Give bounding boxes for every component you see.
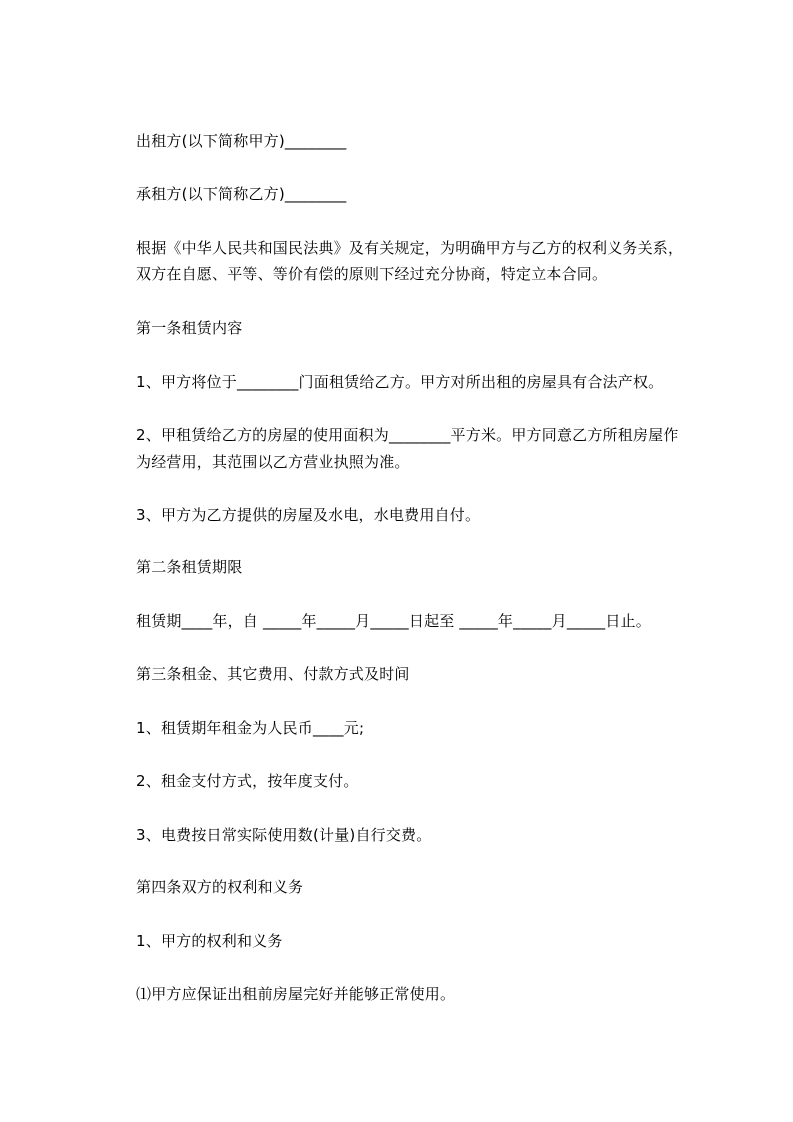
- lessor-line: 出租方(以下简称甲方)________: [136, 132, 347, 150]
- article-4-item-1-1: ⑴甲方应保证出租前房屋完好并能够正常使用。: [136, 985, 456, 1003]
- article-2-text: 租赁期____年，自 _____年_____月_____日起至 _____年_____月_____日止。: [136, 612, 651, 630]
- article-4-title: 第四条双方的权利和义务: [136, 878, 304, 896]
- article-1-title: 第一条租赁内容: [136, 319, 243, 337]
- article-1-item-2-line-1: 2、甲租赁给乙方的房屋的使用面积为________平方米。甲方同意乙方所租房屋作: [136, 426, 679, 444]
- article-2-title: 第二条租赁期限: [136, 558, 243, 576]
- article-1-item-2-line-2: 为经营用，其范围以乙方营业执照为准。: [136, 453, 410, 471]
- article-3-item-3: 3、电费按日常实际使用数(计量)自行交费。: [136, 826, 432, 844]
- article-4-item-1: 1、甲方的权利和义务: [136, 932, 283, 950]
- article-3-item-2: 2、租金支付方式，按年度支付。: [136, 772, 359, 790]
- preamble-line-1: 根据《中华人民共和国民法典》及有关规定，为明确甲方与乙方的权利义务关系，: [136, 239, 684, 257]
- article-1-item-3: 3、甲方为乙方提供的房屋及水电，水电费用自付。: [136, 506, 481, 524]
- article-1-item-1: 1、甲方将位于________门面租赁给乙方。甲方对所出租的房屋具有合法产权。: [136, 373, 664, 391]
- preamble-line-2: 双方在自愿、平等、等价有偿的原则下经过充分协商，特定立本合同。: [136, 265, 608, 283]
- lessee-line: 承租方(以下简称乙方)________: [136, 185, 347, 203]
- article-3-item-1: 1、租赁期年租金为人民币____元;: [136, 719, 365, 737]
- article-3-title: 第三条租金、其它费用、付款方式及时间: [136, 665, 410, 683]
